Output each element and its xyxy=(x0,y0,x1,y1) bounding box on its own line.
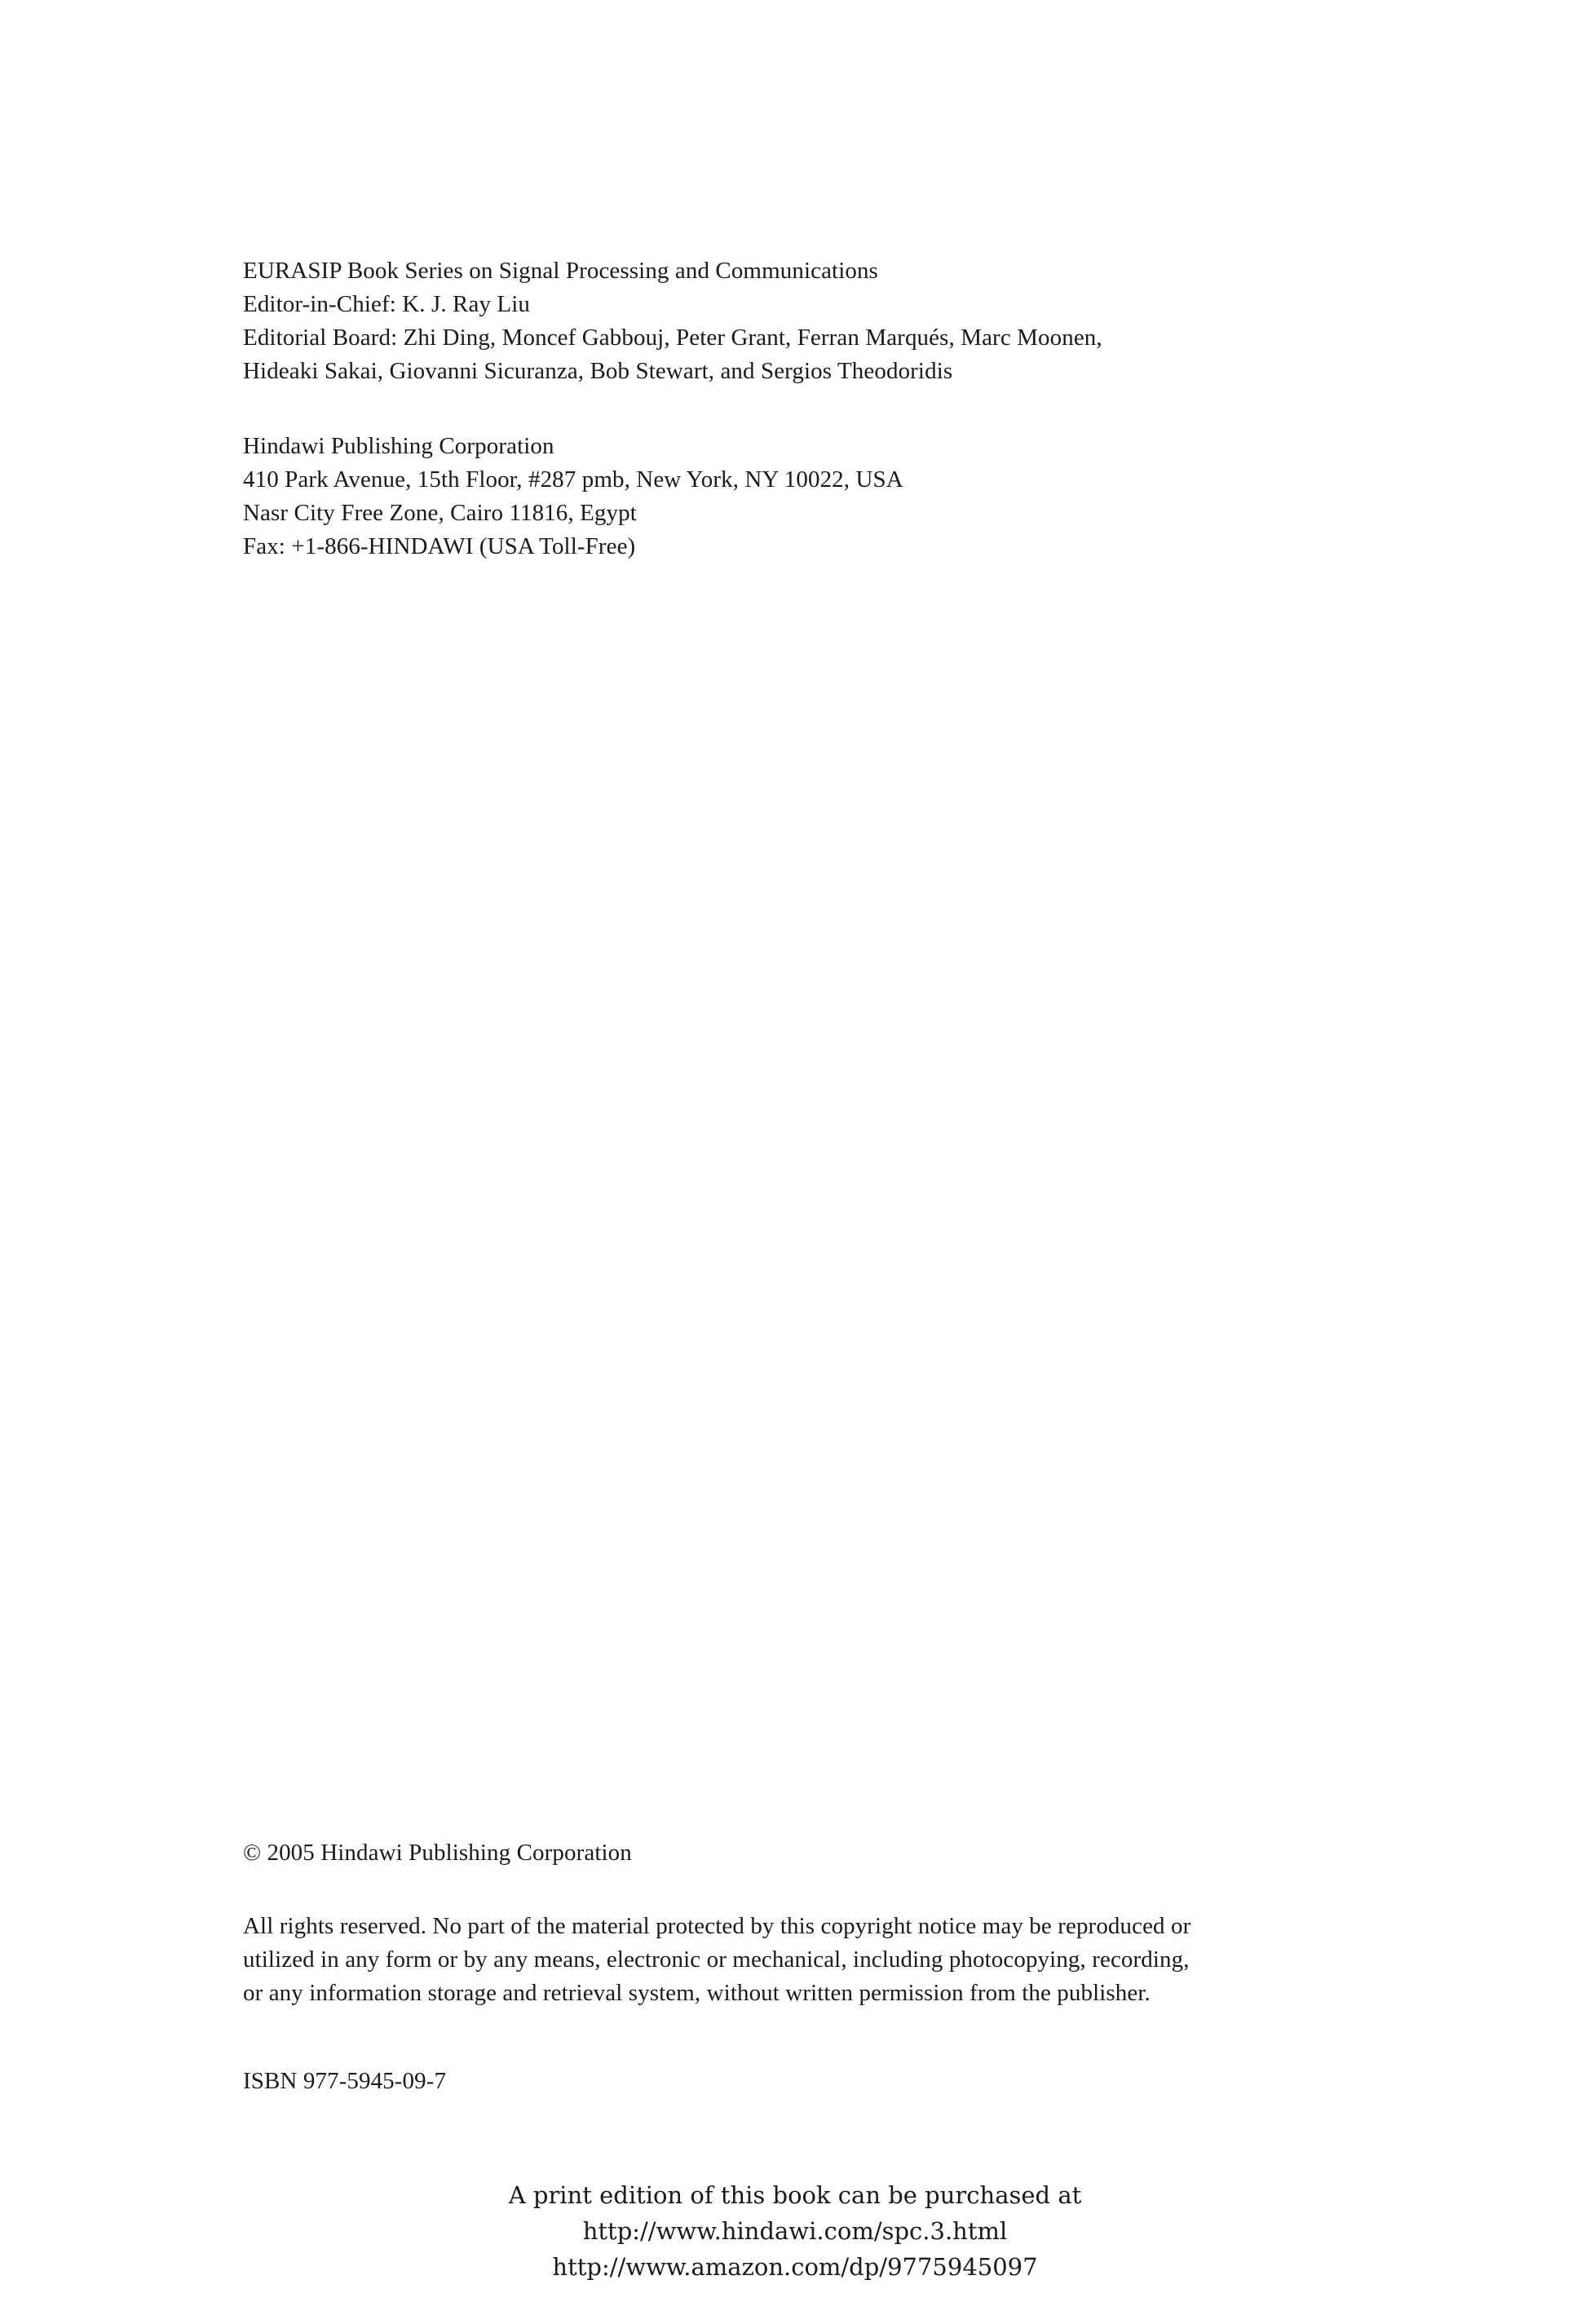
publisher-address-us: 410 Park Avenue, 15th Floor, #287 pmb, New York, NY 10022, USA xyxy=(243,466,903,493)
isbn-text: ISBN 977-5945-09-7 xyxy=(243,2068,447,2094)
rights-statement xyxy=(243,1910,1336,2010)
isbn xyxy=(243,2065,1336,2098)
series-title: EURASIP Book Series on Signal Processing and Communications xyxy=(243,258,878,284)
rights-line-3: or any information storage and retrieval system, without written permission from the publisher. xyxy=(243,1980,1151,2006)
copyright-text: © 2005 Hindawi Publishing Corporation xyxy=(243,1840,632,1866)
rights-line-2: utilized in any form or by any means, electronic or mechanical, including photocopying, recording, xyxy=(243,1946,1190,1973)
editorial-board-line-2: Hideaki Sakai, Giovanni Sicuranza, Bob Stewart, and Sergios Theodoridis xyxy=(243,358,953,384)
rights-line-1: All rights reserved. No part of the material protected by this copyright notice may be reproduced or xyxy=(243,1913,1191,1939)
publisher-fax: Fax: +1-866-HINDAWI (USA Toll-Free) xyxy=(243,533,636,559)
publisher-address-egypt: Nasr City Free Zone, Cairo 11816, Egypt xyxy=(243,500,637,526)
series-info xyxy=(243,254,1336,388)
copyright-notice xyxy=(243,1836,1336,1870)
amazon-link[interactable]: http://www.amazon.com/dp/9775945097 xyxy=(552,2253,1038,2281)
publisher-info xyxy=(243,430,1336,563)
editor-in-chief: Editor-in-Chief: K. J. Ray Liu xyxy=(243,291,530,317)
editorial-board-line-1: Editorial Board: Zhi Ding, Moncef Gabbouj, Peter Grant, Ferran Marqués, Marc Moonen, xyxy=(243,325,1102,351)
hindawi-link[interactable]: http://www.hindawi.com/spc.3.html xyxy=(582,2217,1008,2245)
publisher-name: Hindawi Publishing Corporation xyxy=(243,433,554,459)
print-edition-info xyxy=(0,2177,1590,2285)
print-edition-intro: A print edition of this book can be purchased at xyxy=(508,2181,1082,2209)
